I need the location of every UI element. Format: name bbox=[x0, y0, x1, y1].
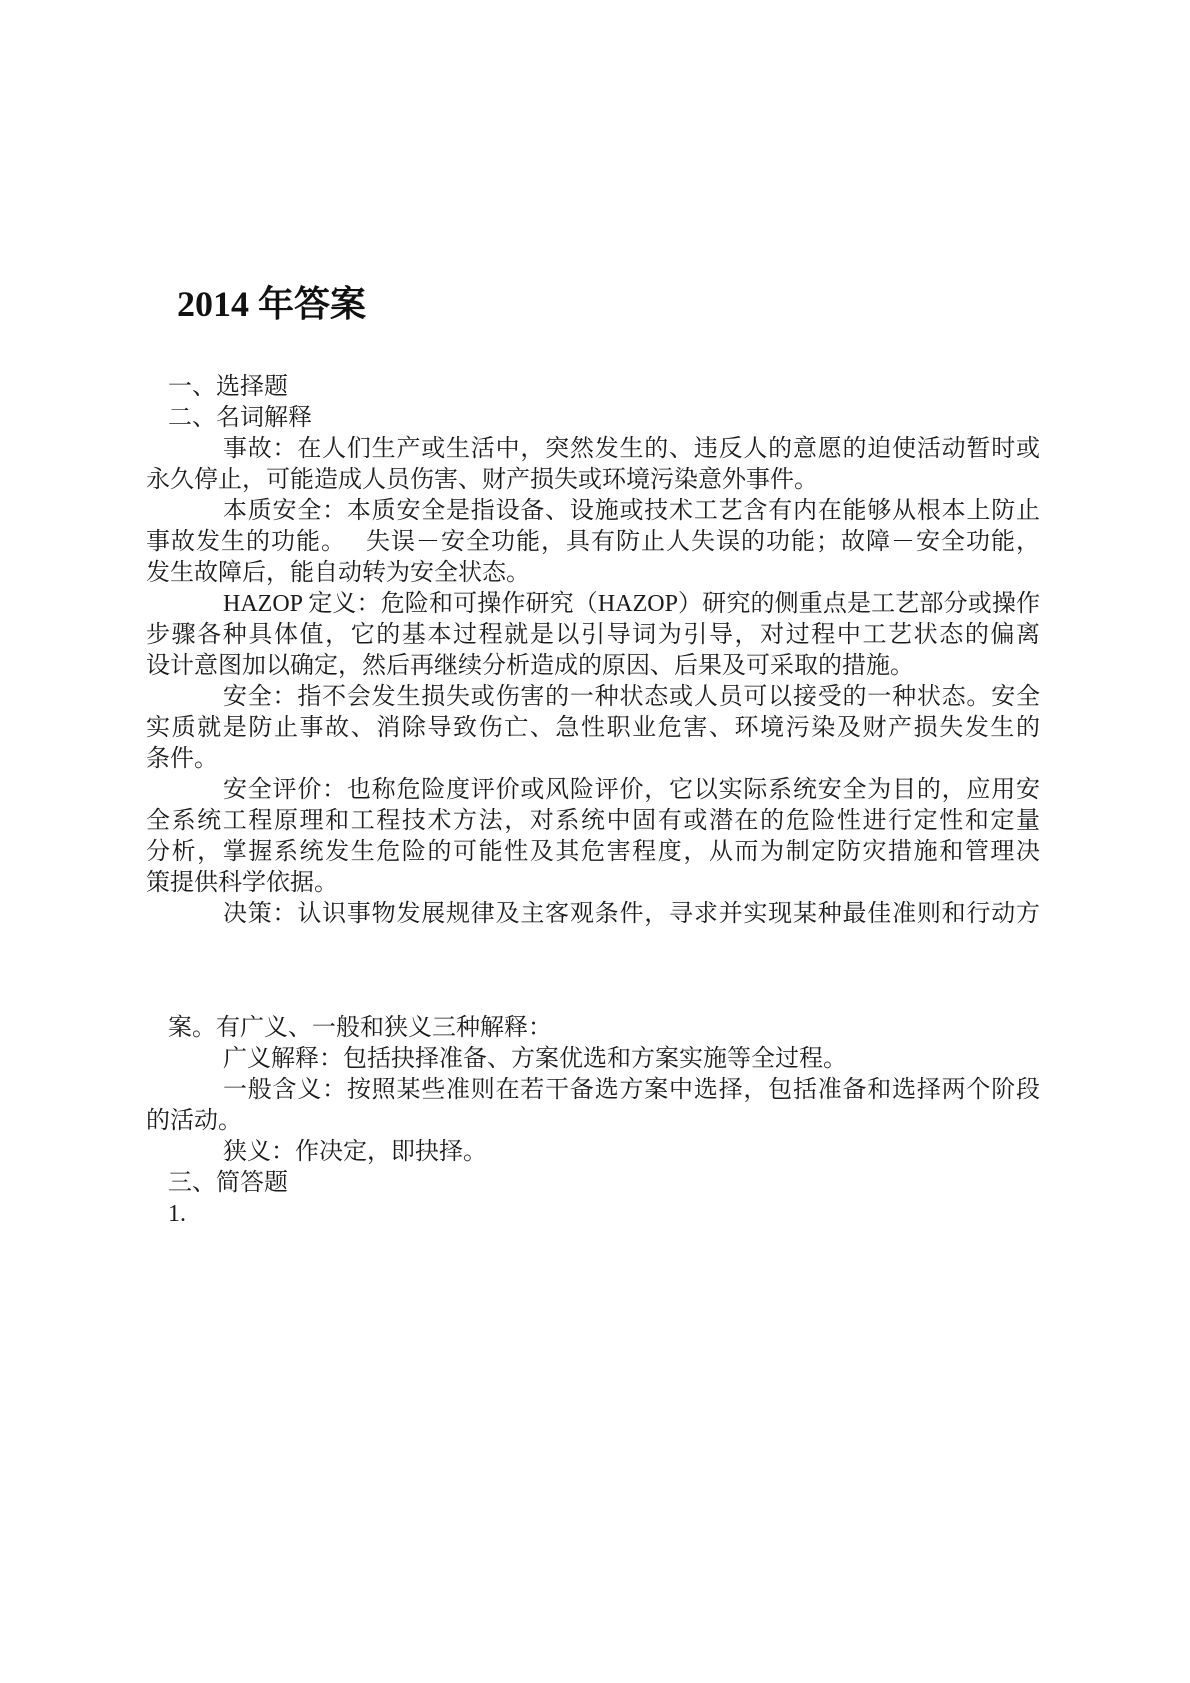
text-line: 事故发生的功能。 失误－安全功能，具有防止人失误的功能；故障－安全功能， bbox=[146, 529, 1040, 555]
text-line-paragraph-start: 安全评价：也称危险度评价或风险评价，它以实际系统安全为目的，应用安 bbox=[223, 777, 1040, 803]
text-line: 策提供科学依据。 bbox=[146, 870, 338, 896]
text-line-paragraph-start: HAZOP 定义：危险和可操作研究（HAZOP）研究的侧重点是工艺部分或操作 bbox=[223, 591, 1040, 617]
text-line-list-item: 二、名词解释 bbox=[168, 405, 312, 431]
document-title: 2014 年答案 bbox=[177, 284, 367, 324]
text-line: 条件。 bbox=[146, 746, 218, 772]
text-line-list-item: 一、选择题 bbox=[168, 374, 288, 400]
text-line-continuation: 案。有广义、一般和狭义三种解释： bbox=[168, 1015, 552, 1041]
blank-gap bbox=[146, 930, 1040, 1013]
text-line: 实质就是防止事故、消除导致伤亡、急性职业危害、环境污染及财产损失发生的 bbox=[146, 715, 1040, 741]
text-line: 全系统工程原理和工程技术方法，对系统中固有或潜在的危险性进行定性和定量 bbox=[146, 808, 1040, 834]
text-line: 设计意图加以确定，然后再继续分析造成的原因、后果及可采取的措施。 bbox=[146, 653, 914, 679]
document-body bbox=[146, 372, 1040, 1230]
text-line-paragraph-start: 广义解释：包括抉择准备、方案优选和方案实施等全过程。 bbox=[223, 1046, 847, 1072]
text-line-paragraph-start: 事故：在人们生产或生活中，突然发生的、违反人的意愿的迫使活动暂时或 bbox=[223, 436, 1040, 462]
text-line-paragraph-start: 一般含义：按照某些准则在若干备选方案中选择，包括准备和选择两个阶段 bbox=[223, 1077, 1040, 1103]
text-line-paragraph-start: 狭义：作决定，即抉择。 bbox=[223, 1139, 487, 1165]
text-line: 步骤各种具体值，它的基本过程就是以引导词为引导，对过程中工艺状态的偏离 bbox=[146, 622, 1040, 648]
text-line-paragraph-start: 安全：指不会发生损失或伤害的一种状态或人员可以接受的一种状态。安全 bbox=[223, 684, 1040, 710]
text-line: 发生故障后，能自动转为安全状态。 bbox=[146, 560, 530, 586]
text-line: 的活动。 bbox=[146, 1108, 242, 1134]
text-line-paragraph-start: 决策：认识事物发展规律及主客观条件，寻求并实现某种最佳准则和行动方 bbox=[223, 901, 1040, 927]
text-line: 分析，掌握系统发生危险的可能性及其危害程度，从而为制定防灾措施和管理决 bbox=[146, 839, 1040, 865]
text-line-list-item: 三、简答题 bbox=[168, 1170, 288, 1196]
text-line-list-item: 1. bbox=[168, 1201, 186, 1227]
text-line: 永久停止，可能造成人员伤害、财产损失或环境污染意外事件。 bbox=[146, 467, 818, 493]
text-line-paragraph-start: 本质安全：本质安全是指设备、设施或技术工艺含有内在能够从根本上防止 bbox=[223, 498, 1040, 524]
